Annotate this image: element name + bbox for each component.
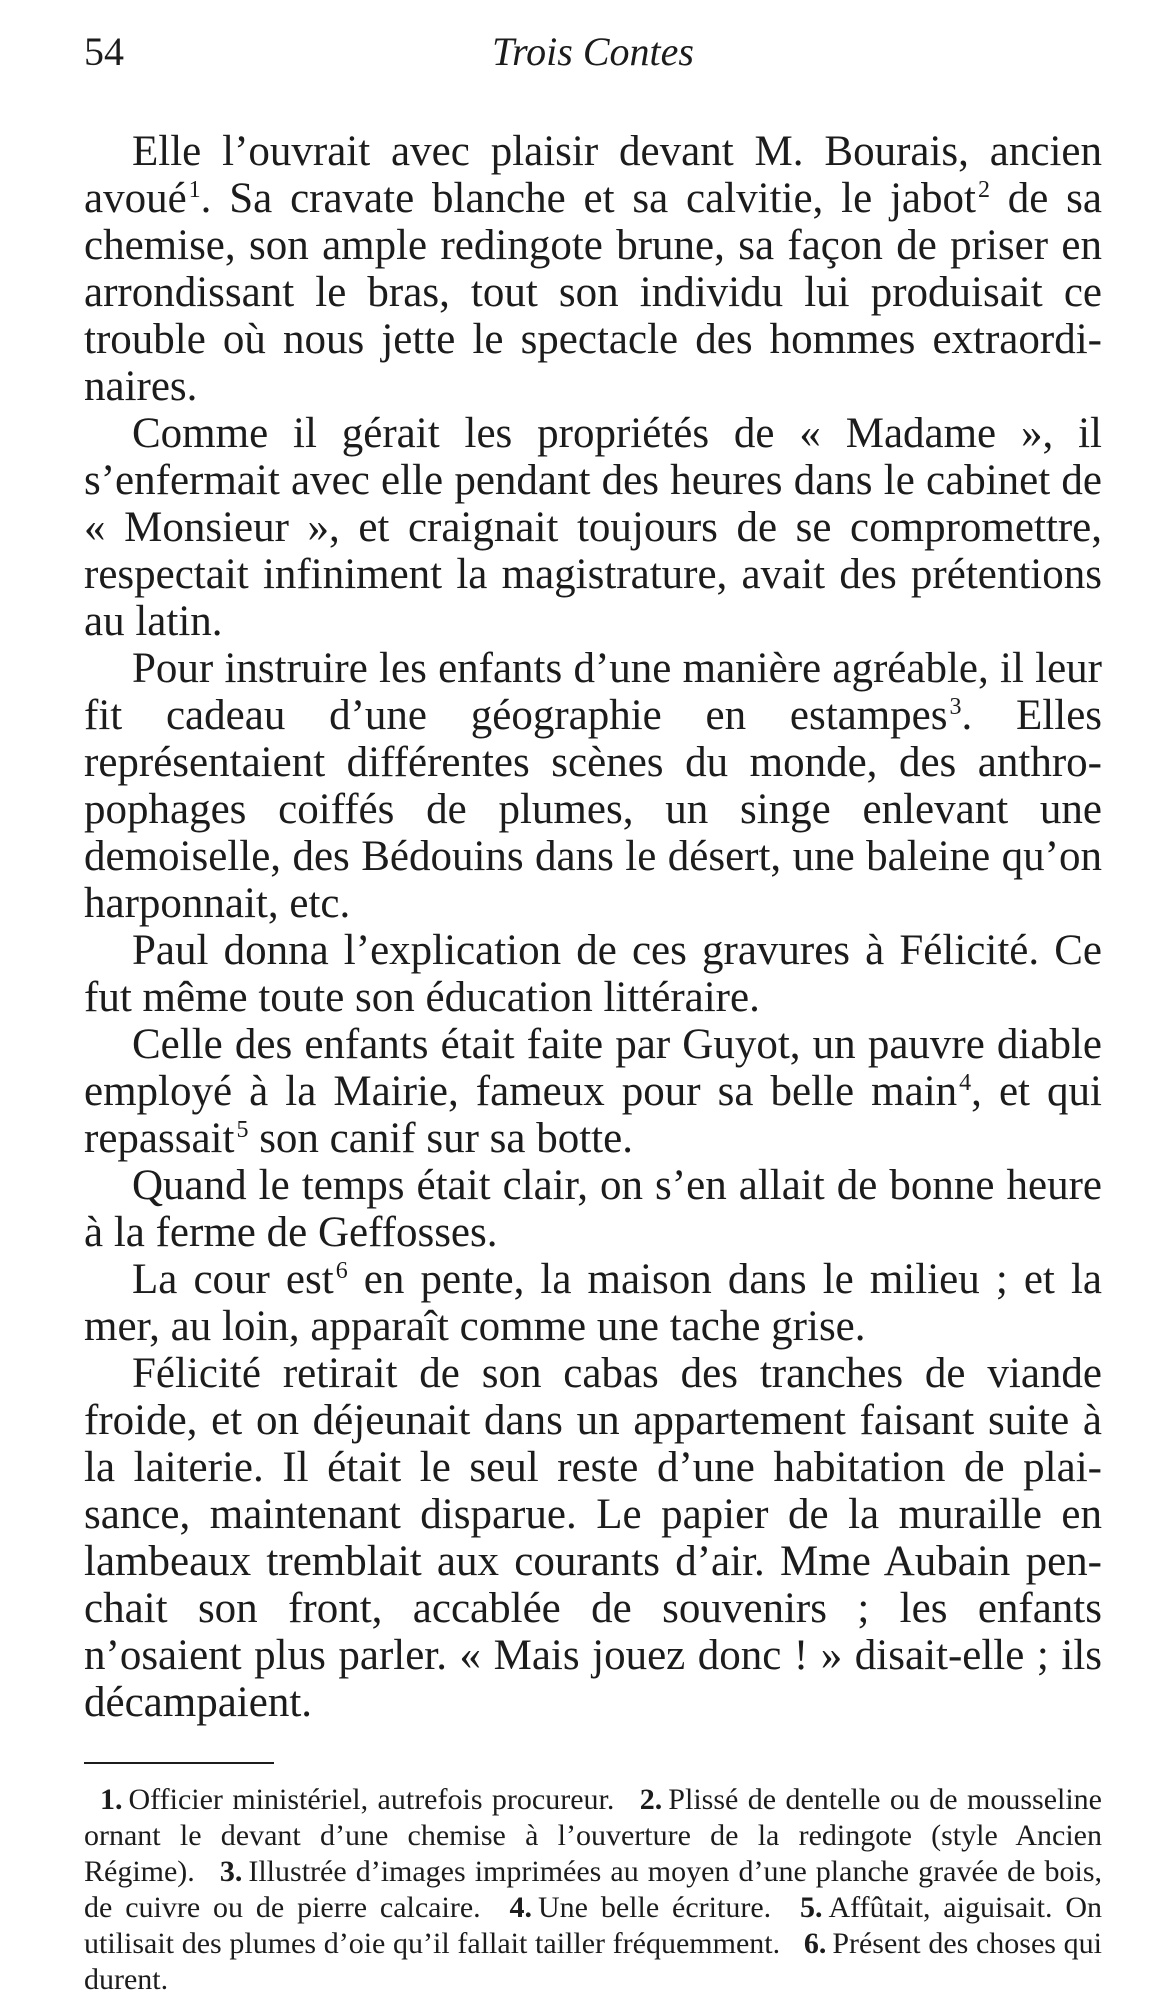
footnote-separator bbox=[84, 1762, 274, 1764]
footnote bbox=[510, 1891, 772, 1924]
paragraph bbox=[84, 1162, 1102, 1256]
footnote-number: 2. bbox=[639, 1783, 663, 1816]
footnote-text: Plissé de dentelle ou de mousseline ornant le devant d’une chemise à l’ouverture de la redingote (style Ancien Régime). bbox=[84, 1783, 1102, 1888]
footnote-reference: 3 bbox=[949, 693, 962, 720]
text-segment: Quand le temps était clair, on s’en allait de bonne heure à la ferme de Geffosses. bbox=[84, 1162, 1102, 1256]
text-segment: La cour est bbox=[132, 1256, 334, 1303]
text-segment: son canif sur sa botte. bbox=[248, 1115, 633, 1162]
footnote-number: 1. bbox=[100, 1783, 123, 1816]
footnote-number: 6. bbox=[803, 1927, 827, 1960]
text-segment: Elle l’ouvrait avec plaisir devant M. Bourais, ancien avoué bbox=[84, 128, 1102, 222]
text-segment: de sa chemise, son ample redingote brune, sa façon de priser en arrondissant le bras, tout son individu lui produisait ce trouble où nous jette le spectacle des hommes extraordinaires. bbox=[84, 175, 1102, 410]
text-segment: Celle des enfants était faite par Guyot, un pauvre diable employé à la Mairie, fameux pour sa belle main bbox=[84, 1021, 1102, 1115]
text-segment: , et qui repassait bbox=[84, 1068, 1103, 1162]
footnote-number: 3. bbox=[219, 1855, 243, 1888]
footnotes bbox=[84, 1782, 1102, 1998]
paragraph bbox=[84, 128, 1102, 410]
footnote-text: Présent des choses qui durent. bbox=[84, 1927, 1102, 1996]
body-text bbox=[84, 128, 1102, 1726]
text-segment: Pour instruire les enfants d’une manière agréable, il leur fit cadeau d’une géographie en estampes bbox=[84, 645, 1102, 739]
paragraph bbox=[84, 1256, 1102, 1350]
text-segment: . Elles représentaient différentes scènes du monde, des anthropophages coiffés de plumes, un singe enlevant une demoiselle, des Bédouins dans le désert, une baleine qu’on harponnait, etc. bbox=[84, 692, 1103, 927]
text-segment: Félicité retirait de son cabas des tranches de viande froide, et on déjeunait dans un appartement faisant suite à la laiterie. Il était le seul reste d’une habitation de plaisance, maintenant disparue. Le papier de la muraille en lambeaux tremblait aux courants d’air. Mme Aubain penchait son front, accablée de souvenirs ; les enfants n’osaient plus parler. « Mais jouez donc ! » disait-elle ; ils décampaient. bbox=[84, 1350, 1102, 1726]
book-page bbox=[84, 22, 1102, 1998]
footnote-text: Affûtait, aiguisait. On utilisait des plumes d’oie qu’il fallait tailler fréquemment. bbox=[84, 1891, 1102, 1960]
running-title: Trois Contes bbox=[492, 29, 694, 74]
text-segment: . Sa cravate blanche et sa calvitie, le jabot bbox=[200, 175, 976, 222]
footnote-number: 5. bbox=[800, 1891, 823, 1924]
footnote-reference: 6 bbox=[335, 1257, 348, 1284]
text-segment: Comme il gérait les propriétés de « Madame », il s’enfermait avec elle pendant des heures dans le cabinet de « Monsieur », et craignait toujours de se compromettre, respectait infiniment la magistrature, avait des prétentions au latin. bbox=[84, 410, 1102, 645]
text-segment: en pente, la maison dans le milieu ; et la mer, au loin, apparaît comme une tache grise. bbox=[84, 1256, 1102, 1350]
footnote-reference: 4 bbox=[959, 1069, 972, 1096]
paragraph bbox=[84, 410, 1102, 645]
paragraph bbox=[84, 645, 1102, 927]
running-head bbox=[84, 22, 1102, 82]
paragraph bbox=[84, 927, 1102, 1021]
footnote-reference: 2 bbox=[977, 176, 990, 203]
paragraph bbox=[84, 1350, 1102, 1726]
footnote-text: Officier ministériel, autrefois procureur. bbox=[128, 1783, 615, 1816]
footnote-text: Illustrée d’images imprimées au moyen d’une planche gravée de bois, de cuivre ou de pierre calcaire. bbox=[84, 1855, 1102, 1924]
page-number: 54 bbox=[84, 29, 124, 74]
footnote-text: Une belle écriture. bbox=[538, 1891, 772, 1924]
footnote bbox=[100, 1783, 614, 1816]
footnote-reference: 1 bbox=[188, 176, 201, 203]
paragraph bbox=[84, 1021, 1102, 1162]
footnote-reference: 5 bbox=[236, 1116, 249, 1143]
footnote-number: 4. bbox=[509, 1891, 533, 1924]
text-segment: Paul donna l’explication de ces gravures à Félicité. Ce fut même toute son éducation littéraire. bbox=[84, 927, 1102, 1021]
